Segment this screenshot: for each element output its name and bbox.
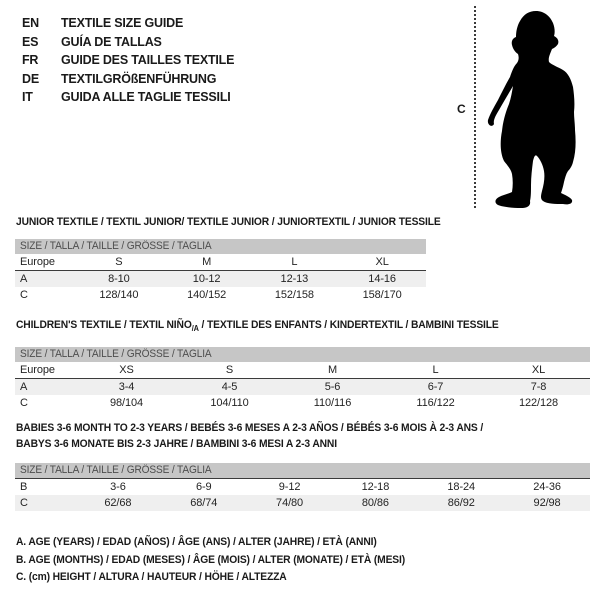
table-cell: 24-36	[533, 481, 561, 493]
column-header: S	[75, 254, 163, 271]
table-cell: 12-18	[361, 481, 390, 493]
column-header: Europe	[15, 362, 75, 379]
table-cell: 128/140	[99, 289, 139, 301]
table-cell: 74/80	[247, 495, 333, 511]
column-header: L	[384, 362, 487, 379]
table-cell: 98/104	[109, 397, 144, 409]
children-section-title: CHILDREN'S TEXTILE / TEXTIL $NIÑO_{/A}$ / TEXTILE DES ENFANTS / KINDERTEXTIL / BAMBINI TESSILE	[16, 319, 499, 334]
guide-title: GUIDA ALLE TAGLIE TESSILI	[61, 90, 231, 105]
language-code: FR	[22, 53, 39, 68]
column-header: XL	[487, 362, 590, 379]
legend-line-b: B. AGE (MONTHS) / EDAD (MESES) / ÂGE (MOIS) / ALTER (MONATE) / ETÀ (MESI)	[16, 553, 406, 566]
table-cell: 3-6	[110, 481, 126, 493]
legend	[16, 534, 439, 587]
table-cell: 152/158	[274, 289, 314, 301]
table-cell: 5-6	[281, 379, 384, 396]
table-cell: 110/116	[313, 397, 352, 409]
column-header: XS	[75, 362, 178, 379]
row-label: A	[15, 271, 75, 288]
table-cell: 104/110	[210, 397, 249, 409]
row-label: C	[20, 397, 28, 409]
language-code: ES	[22, 34, 39, 49]
guide-title: GUIDE DES TAILLES TEXTILE	[61, 53, 235, 68]
table-row-age-months	[15, 479, 590, 495]
table-cell: 86/92	[418, 495, 504, 511]
column-header: L	[251, 254, 339, 271]
table-cell: 140/152	[187, 289, 227, 301]
table-cell: 116/122	[416, 397, 455, 409]
row-label: B	[20, 481, 28, 493]
babies-section-title: BABIES 3-6 MONTH TO 2-3 YEARS / BEBÉS 3-6 MESES A 2-3 AÑOS / BÉBÉS 3-6 MOIS À 2-3 ANS / BABYS 3-6 MONATE BIS 2-3 JAHRE / BAMBINI 3-6 MESI A 2-3 ANNI	[16, 422, 484, 450]
row-label: A	[15, 379, 75, 396]
junior-section-title: JUNIOR TEXTILE / TEXTIL JUNIOR/ TEXTILE JUNIOR / JUNIORTEXTIL / JUNIOR TESSILE	[16, 216, 441, 228]
table-column-header-row	[15, 362, 590, 379]
table-column-header-row	[15, 254, 426, 271]
row-label: C	[15, 495, 75, 511]
table-cell: 6-7	[384, 379, 487, 396]
column-header: XL	[338, 254, 426, 271]
language-title-list	[22, 14, 234, 107]
table-cell: 68/74	[161, 495, 247, 511]
table-cell: 80/86	[332, 495, 418, 511]
legend-line-a: A. AGE (YEARS) / EDAD (AÑOS) / ÂGE (ANS) / ALTER (JAHRE) / ETÀ (ANNI)	[16, 536, 377, 548]
table-row-age	[15, 271, 426, 288]
language-code: IT	[22, 90, 33, 105]
row-label: C	[20, 289, 28, 301]
table-row-height	[15, 495, 590, 511]
table-cell: 62/68	[75, 495, 161, 511]
table-cell: 12-13	[251, 271, 339, 288]
table-row-height	[15, 395, 590, 411]
language-code: DE	[22, 71, 39, 86]
height-marker-label: C	[457, 102, 466, 116]
table-cell: 4-5	[178, 379, 281, 396]
table-cell: 9-12	[278, 481, 301, 493]
guide-title: GUÍA DE TALLAS	[61, 34, 162, 49]
table-cell: 8-10	[75, 271, 163, 288]
height-marker-dotted-line	[474, 6, 476, 208]
baby-silhouette	[486, 8, 596, 208]
table-cell: 92/98	[504, 495, 590, 511]
table-cell: 122/128	[518, 397, 559, 409]
language-row-es	[22, 33, 234, 52]
table-cell: 158/170	[362, 289, 402, 301]
size-header-bar: SIZE / TALLA / TAILLE / GRÖSSE / TAGLIA	[15, 347, 590, 362]
table-cell: 10-12	[163, 271, 251, 288]
legend-line-c: C. (cm) HEIGHT / ALTURA / HAUTEUR / HÖHE / ALTEZZA	[16, 571, 287, 583]
table-row-height	[15, 287, 426, 303]
guide-title: TEXTILE SIZE GUIDE	[61, 16, 184, 31]
table-cell: 7-8	[487, 379, 590, 396]
nino-a-subscript: /A	[191, 324, 199, 334]
table-cell: 14-16	[338, 271, 426, 288]
language-row-fr	[22, 51, 234, 70]
table-row-age	[15, 379, 590, 396]
table-cell: 6-9	[195, 481, 212, 493]
children-size-table	[15, 347, 590, 411]
language-row-en	[22, 14, 234, 33]
column-header: Europe	[15, 254, 75, 271]
language-row-de	[22, 70, 234, 89]
guide-title: TEXTILGRÖßENFÜHRUNG	[61, 71, 217, 86]
language-code: EN	[22, 16, 39, 31]
language-row-it	[22, 88, 234, 107]
column-header: M	[163, 254, 251, 271]
table-cell: 3-4	[75, 379, 178, 396]
babies-size-table	[15, 463, 590, 511]
column-header: S	[178, 362, 281, 379]
column-header: M	[281, 362, 384, 379]
table-cell: 18-24	[447, 481, 476, 493]
junior-size-table	[15, 239, 426, 303]
size-header-bar: SIZE / TALLA / TAILLE / GRÖSSE / TAGLIA	[15, 239, 426, 254]
size-header-bar: SIZE / TALLA / TAILLE / GRÖSSE / TAGLIA	[15, 463, 590, 479]
